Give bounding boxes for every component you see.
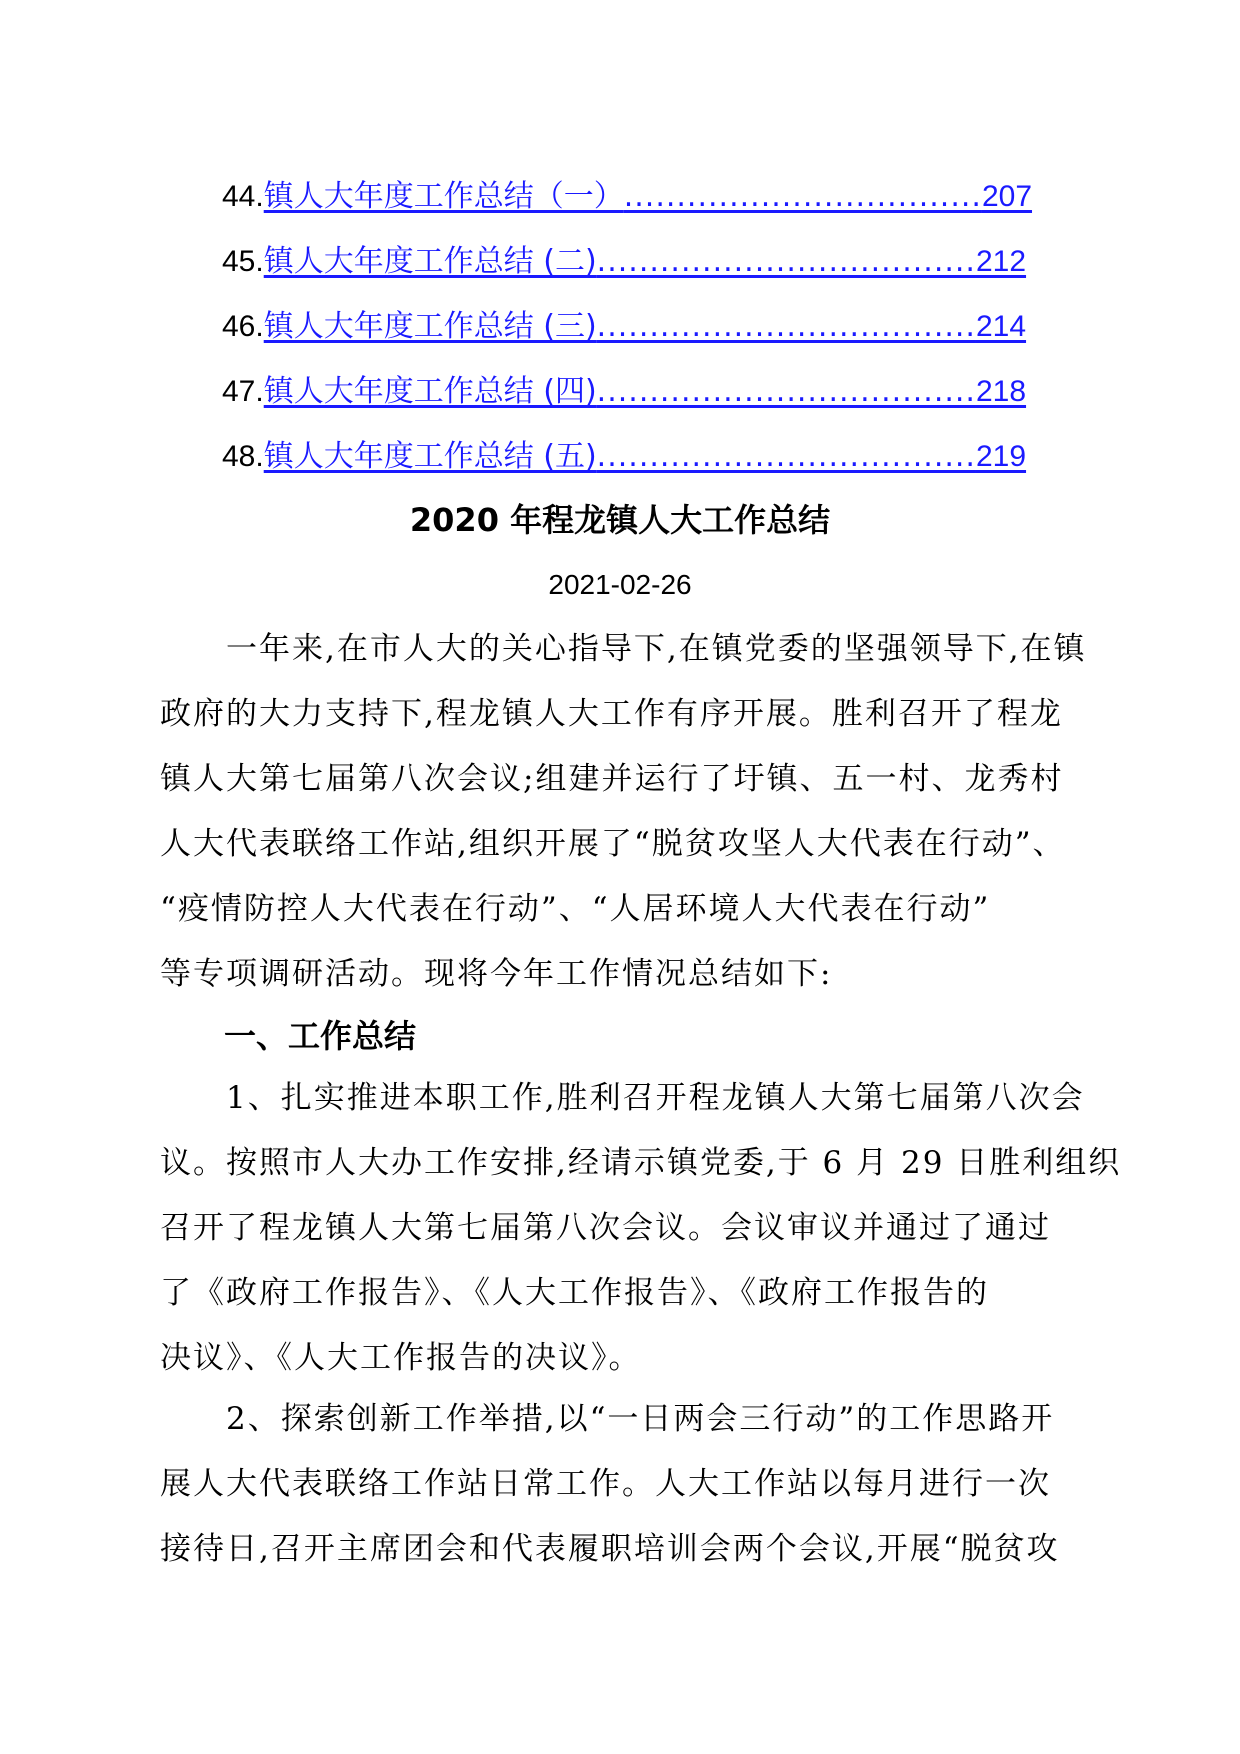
toc-page-number[interactable]: 207 bbox=[981, 180, 1033, 213]
toc-page-number[interactable]: 218 bbox=[975, 375, 1027, 408]
toc-entry-link[interactable]: 镇人大年度工作总结（一） bbox=[263, 179, 624, 214]
paragraph-line: 展人大代表联络工作站日常工作。人大工作站以每月进行一次 bbox=[160, 1466, 1051, 1502]
toc-entry-45[interactable] bbox=[222, 229, 1027, 294]
toc-entry-link[interactable]: 镇人大年度工作总结 (五) bbox=[263, 439, 597, 474]
paragraph-line: 镇人大第七届第八次会议;组建并运行了圩镇、五一村、龙秀村 bbox=[160, 761, 1064, 797]
paragraph-line: 1、扎实推进本职工作,胜利召开程龙镇人大第七届第八次会 bbox=[160, 1080, 1085, 1116]
toc-entry-number: 48. bbox=[222, 440, 264, 473]
paragraph-line: 决议》、《人大工作报告的决议》。 bbox=[160, 1340, 642, 1376]
paragraph-line: 议。按照市人大办工作安排,经请示镇党委,于 6 月 29 日胜利组织 bbox=[160, 1145, 1122, 1181]
paragraph-line: 接待日,召开主席团会和代表履职培训会两个会议,开展“脱贫攻 bbox=[160, 1531, 1060, 1567]
toc-entry-number: 46. bbox=[222, 310, 264, 343]
toc-entry-number: 44. bbox=[222, 180, 264, 213]
paragraph-intro bbox=[160, 617, 1100, 1007]
paragraph-line: 等专项调研活动。现将今年工作情况总结如下: bbox=[160, 956, 833, 992]
toc-page-number[interactable]: 219 bbox=[975, 440, 1027, 473]
paragraph-line: 了《政府工作报告》、《人大工作报告》、《政府工作报告的 bbox=[160, 1275, 989, 1311]
paragraph-line: 人大代表联络工作站,组织开展了“脱贫攻坚人大代表在行动”、 bbox=[160, 826, 1066, 862]
paragraph-line: 召开了程龙镇人大第七届第八次会议。会议审议并通过了通过 bbox=[160, 1210, 1051, 1246]
toc-leader-dots: .................................. bbox=[623, 179, 982, 214]
toc-entry-46[interactable] bbox=[222, 294, 1027, 359]
document-title: 2020 年程龙镇人大工作总结 bbox=[409, 501, 831, 539]
toc-entry-47[interactable] bbox=[222, 359, 1027, 424]
toc-entry-link[interactable]: 镇人大年度工作总结 (三) bbox=[263, 309, 597, 344]
toc-leader-dots: .................................... bbox=[596, 374, 976, 409]
paragraph-line: 2、探索创新工作举措,以“一日两会三行动”的工作思路开 bbox=[160, 1401, 1055, 1437]
document-date: 2021-02-26 bbox=[548, 569, 692, 600]
toc-entry-link[interactable]: 镇人大年度工作总结 (四) bbox=[263, 374, 597, 409]
paragraph-line: 政府的大力支持下,程龙镇人大工作有序开展。胜利召开了程龙 bbox=[160, 696, 1063, 732]
paragraph-line: 一年来,在市人大的关心指导下,在镇党委的坚强领导下,在镇 bbox=[160, 631, 1087, 667]
paragraph-item-2 bbox=[160, 1387, 1100, 1582]
table-of-contents bbox=[222, 164, 1033, 489]
toc-entry-number: 47. bbox=[222, 375, 264, 408]
toc-leader-dots: .................................... bbox=[596, 309, 976, 344]
toc-entry-44[interactable] bbox=[222, 164, 1033, 229]
toc-entry-link[interactable]: 镇人大年度工作总结 (二) bbox=[263, 244, 597, 279]
toc-leader-dots: .................................... bbox=[596, 439, 976, 474]
toc-page-number[interactable]: 212 bbox=[975, 245, 1027, 278]
paragraph-item-1 bbox=[160, 1066, 1122, 1391]
section-heading: 一、工作总结 bbox=[224, 1017, 417, 1055]
toc-entry-number: 45. bbox=[222, 245, 264, 278]
toc-leader-dots: .................................... bbox=[596, 244, 976, 279]
paragraph-line: “疫情防控人大代表在行动”、“人居环境人大代表在行动” bbox=[160, 891, 991, 927]
toc-entry-48[interactable] bbox=[222, 424, 1027, 489]
toc-page-number[interactable]: 214 bbox=[975, 310, 1027, 343]
